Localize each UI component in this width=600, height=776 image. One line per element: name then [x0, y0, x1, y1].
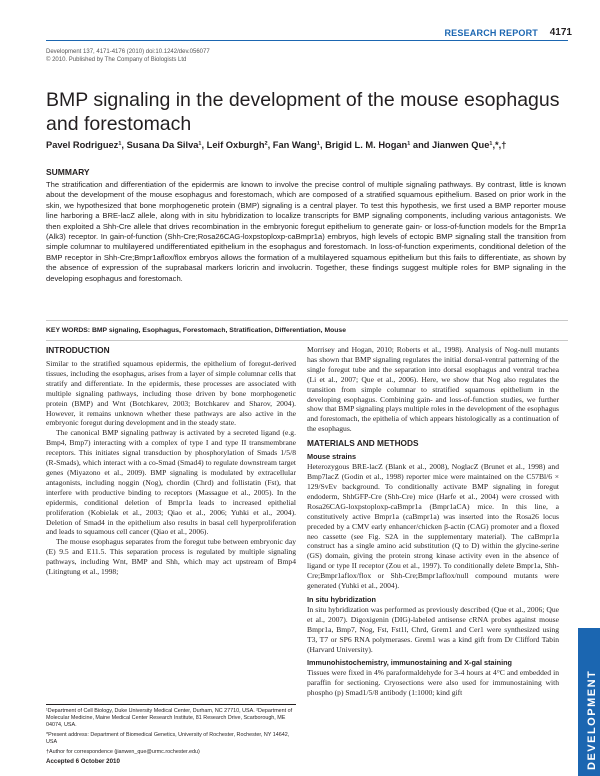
summary-heading: SUMMARY — [46, 167, 90, 177]
right-column — [307, 345, 559, 698]
citation — [46, 48, 210, 64]
in-situ-text: In situ hybridization was performed as previously described (Que et al., 2006; Que et al., 2007). Digoxigenin (DIG)-labeled antisense cRNA probes against mouse Bmpr1a, Bmp7, Nog, Fst, Fst1l, Chrd, Grem1 and Cer1 were synthesized using T3, T7 or SP6 RNA polymerases. Grem1 was a kind gift from Dr Clifford Tabin (Harvard University). — [307, 604, 559, 654]
left-column — [46, 345, 296, 577]
article-title: BMP signaling in the development of the mouse esophagus and forestomach — [46, 89, 560, 135]
mouse-strains-heading: Mouse strains — [307, 452, 357, 462]
introduction-body — [46, 359, 296, 577]
introduction-continuation: Morrisey and Hogan, 2010; Roberts et al., 1998). Analysis of Nog-null mutants has shown that BMP signaling regulates the initial dorsal-ventral patterning of the single foregut tube and the separation into dorsal esophagus and ventral trachea (Li et al., 2007; Que et al., 2006). Here, we show that Nog also regulates the transition from simple columnar to stratified squamous epithelium in the developing esophagus. Combining gain- and loss-of-function studies, we further show that BMP signaling plays multiple roles in the development of the esophagus and forestomach, the epithelia of which appears histologically as a continuation of the esophagus. — [307, 345, 559, 434]
footnote-affiliations: ¹Department of Cell Biology, Duke University Medical Center, Durham, NC 27710, USA. ²Department of Molecular Medicine, Maine Medical Center Research Institute, 81 Research Drive, Scarborough, ME 04074, USA. — [46, 708, 293, 728]
citation-line-2: © 2010. Published by The Company of Biologists Ltd — [46, 57, 187, 63]
header-section-label: RESEARCH REPORT — [444, 28, 538, 38]
side-tab-label-text: DEVELOPMENT — [586, 669, 598, 770]
summary-text: The stratification and differentiation of the epidermis are known to involve the precise control of multiple signaling pathways. By contrast, little is known about the development of the mouse esophagus and forestomach, which are composed of a stratified squamous epithelium. Based on prior work in the skin, we hypothesized that bone morphogenetic protein (BMP) signaling is a central player. To test this hypothesis, we first used a BMP reporter mouse line harboring a BRE-lacZ allele, along with in situ hybridization to localize transcripts for BMP signaling components, including various antagonists. We then exploited a Shh-Cre allele that drives recombination in the embryonic foregut epithelium to generate gain- or loss-of-function models for the Bmpr1a (Alk3) receptor. In gain-of-function (Shh-Cre;Rosa26CAG-loxpstoploxp-caBmpr1a) embryos, high levels of ectopic BMP signaling stall the transition from simple columnar to multilayered undifferentiated epithelium in the esophagus and forestomach. In loss-of-function experiments, conditional deletion of the BMP receptor in Shh-Cre;Bmpr1aflox/flox embryos allows the formation of a multilayered squamous epithelium but this fails to differentiate, as shown by the absence of expression of the suprabasal markers loricrin and involucrin. Together, these findings suggest multiple roles for BMP signaling in the developing esophagus and forestomach. — [46, 180, 566, 283]
side-tab-label — [570, 630, 598, 770]
header-rule — [46, 40, 568, 41]
immunohistochemistry-text: Tissues were fixed in 4% paraformaldehyde for 3-4 hours at 4°C and embedded in paraffin for sectioning. Cryosections were also used for immunostaining with phospho (p) Smad1/5/8 antibody (1:1000; kind gift — [307, 668, 559, 698]
introduction-heading: INTRODUCTION — [46, 345, 110, 355]
keywords: KEY WORDS: BMP signaling, Esophagus, Forestomach, Stratification, Differentiation, Mouse — [46, 327, 346, 334]
side-tab — [578, 628, 600, 776]
methods-heading: MATERIALS AND METHODS — [307, 438, 419, 449]
introduction-paragraph-3: The mouse esophagus separates from the foregut tube between embryonic day (E) 9.5 and E11.5. This separation process is regulated by multiple signaling pathways, including Wnt, BMP and Shh, which may act upstream of Bmp4 (Litingtung et al., 1998; — [46, 537, 296, 577]
citation-line-1: Development 137, 4171-4176 (2010) doi:10.1242/dev.056077 — [46, 49, 210, 55]
header-page-number: 4171 — [549, 27, 572, 38]
introduction-paragraph-1: Similar to the stratified squamous epidermis, the epithelium of foregut-derived tissues, including the esophagus, arises from a layer of simple columnar cells that stratify and differentiate. In the epidermis, these processes are associated with multiple signaling pathways, including those driven by bone morphogenetic protein (BMP) and Wnt (Botchkarev, 2003; Botchkarev and Sharov, 2004). However, it remains unknown whether these pathways are also active in the embryonic foregut during development and in the steady state. — [46, 359, 296, 428]
keywords-bottom-rule — [46, 340, 568, 341]
accepted-date: Accepted 6 October 2010 — [46, 758, 120, 765]
in-situ-heading: In situ hybridization — [307, 594, 376, 604]
footnote-correspondence: †Author for correspondence (jianwen_que@urmc.rochester.edu) — [46, 749, 200, 755]
immunohistochemistry-heading: Immunohistochemistry, immunostaining and X-gal staining — [307, 658, 513, 668]
article-authors: Pavel Rodriguez¹, Susana Da Silva¹, Leif Oxburgh², Fan Wang¹, Brigid L. M. Hogan¹ and Jianwen Que¹,*,† — [46, 140, 507, 150]
mouse-strains-text: Heterozygous BRE-lacZ (Blank et al., 2008), NoglacZ (Brunet et al., 1998) and Bmp7lacZ (Godin et al., 1998) reporter mice were maintained on the C57Bl/6 × 129/SvEv background. To conditionally activate BMP signaling in foregut endoderm, ShhGFP-Cre (Shh-Cre) mice (Harfe et al., 2004) were crossed with Rosa26CAG-loxpstoploxp-caBmpr1a (Bmpr1aCA) mice. In this line, a constitutively active Bmpr1a (caBmpr1a) was inserted into the Rosa26 locus preceded by a CMV early enhancer/chicken β-actin (CAG) promoter and a floxed neo cassette (see Fig. S2A in the supplementary material). The caBmpr1a construct has a single amino acid substitution (Q to D) within the glycine-serine (GS) domain, giving the protein strong kinase activity even in the absence of ligand or type II receptor (Zou et al., 1997). To conditionally delete Bmpr1a, Shh-Cre;Bmpr1aflox/flox or Shh-Cre;Bmpr1aflox/null compound mutants were generated (Yuhki et al., 2004). — [307, 462, 559, 591]
keywords-top-rule — [46, 320, 568, 321]
introduction-paragraph-2: The canonical BMP signaling pathway is activated by a secreted ligand (e.g. Bmp4, Bmp7) interacting with a complex of type I and type II transmembrane receptors. This initiates signal transduction by phosphorylation of Smads 1/5/8 (R-Smads), which interact with a co-Smad (Smad4) to regulate downstream target genes (Miyazono et al., 2009). BMP signaling is modulated by extracellular antagonists, including noggin (Nog), chordin (Chrd) and follistatin (Fst), that interfere with productive binding to receptors (Massague et al., 2005). In the epidermis, conditional deletion of Bmpr1a leads to increased epithelial proliferation (Kobielak et al., 2003; Qiao et al., 2006; Yuhki et al., 2004). Deletion of Smad4 in the epithelium also results in basal cell hyperproliferation and leads to squamous cell cancer (Qiao et al., 2006). — [46, 428, 296, 537]
footnotes — [46, 704, 296, 756]
footnote-present-address: *Present address: Department of Biomedical Genetics, University of Rochester, Rochester, NY 14642, USA — [46, 732, 290, 745]
